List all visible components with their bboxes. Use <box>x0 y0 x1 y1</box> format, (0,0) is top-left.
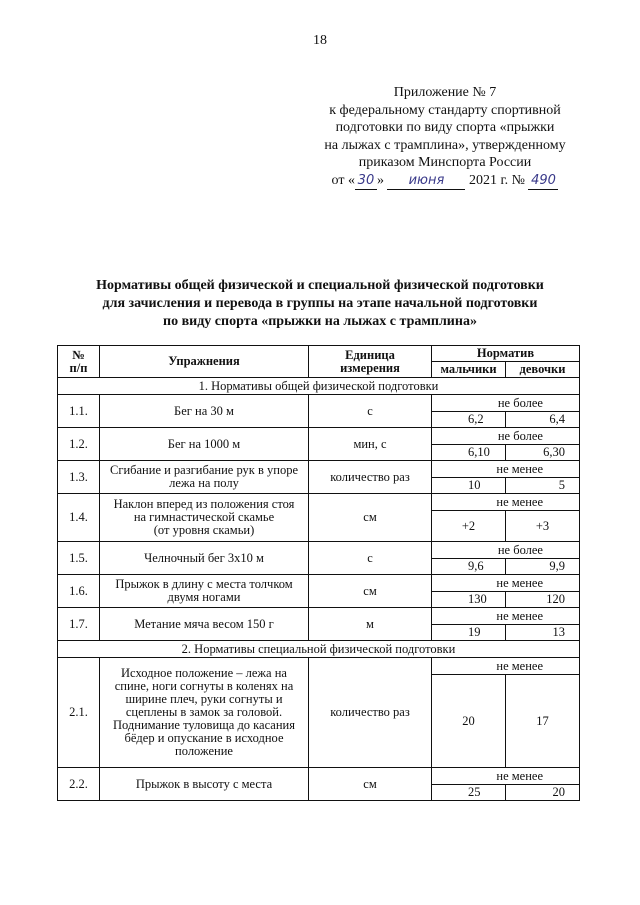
section-row <box>58 641 580 658</box>
row-condition: не более <box>432 542 580 559</box>
section-title: 2. Нормативы специальной физической подготовки <box>58 641 580 658</box>
row-unit: с <box>309 395 432 428</box>
row-value-girls: 120 <box>506 592 580 608</box>
row-exercise: Прыжок в высоту с места <box>100 768 309 801</box>
row-condition: не более <box>432 395 580 412</box>
row-exercise: Бег на 1000 м <box>100 428 309 461</box>
row-unit: м <box>309 608 432 641</box>
row-value-boys: +2 <box>432 511 506 542</box>
row-number: 1.6. <box>58 575 100 608</box>
row-exercise: Бег на 30 м <box>100 395 309 428</box>
row-exercise: Исходное положение – лежа на спине, ноги согнуты в коленях на ширине плеч, руки согнуты и сцеплены в замок за головой. Поднимание туловища до касания бёдер и опускание в исходное положение <box>100 658 309 768</box>
header-boys: мальчики <box>432 362 506 378</box>
table-row <box>58 461 580 478</box>
row-condition: не менее <box>432 608 580 625</box>
row-unit: количество раз <box>309 461 432 494</box>
row-condition: не менее <box>432 658 580 675</box>
row-condition: не менее <box>432 768 580 785</box>
row-value-girls: 6,4 <box>506 412 580 428</box>
date-mid: » <box>376 172 384 188</box>
appendix-block <box>300 84 590 190</box>
header-exercise: Упражнения <box>100 346 309 378</box>
date-prefix: от « <box>331 172 355 188</box>
appendix-line: приказом Минспорта России <box>358 155 532 170</box>
row-value-boys: 25 <box>432 785 506 801</box>
row-unit: мин, с <box>309 428 432 461</box>
row-value-boys: 6,10 <box>432 445 506 461</box>
heading-line: Нормативы общей физической и специальной физической подготовки <box>96 278 544 293</box>
header-unit: Единица измерения <box>309 346 432 378</box>
row-value-boys: 130 <box>432 592 506 608</box>
row-number: 1.5. <box>58 542 100 575</box>
row-unit: см <box>309 494 432 542</box>
row-value-girls: +3 <box>506 511 580 542</box>
row-unit: см <box>309 575 432 608</box>
row-value-boys: 9,6 <box>432 559 506 575</box>
row-value-boys: 6,2 <box>432 412 506 428</box>
row-number: 2.1. <box>58 658 100 768</box>
appendix-date-line <box>300 172 590 191</box>
header-girls: девочки <box>506 362 580 378</box>
document-heading <box>60 277 580 331</box>
row-number: 1.7. <box>58 608 100 641</box>
appendix-line: Приложение № 7 <box>393 85 497 100</box>
row-exercise: Прыжок в длину с места толчком двумя ногами <box>100 575 309 608</box>
handwritten-month: июня <box>387 172 465 191</box>
table-row <box>58 542 580 559</box>
row-exercise: Челночный бег 3х10 м <box>100 542 309 575</box>
row-condition: не менее <box>432 461 580 478</box>
handwritten-order-number: 490 <box>528 172 558 191</box>
table-row <box>58 658 580 675</box>
section-row <box>58 378 580 395</box>
row-value-girls: 17 <box>506 675 580 768</box>
table-row <box>58 494 580 511</box>
header-num: № п/п <box>58 346 100 378</box>
row-number: 1.2. <box>58 428 100 461</box>
table-row <box>58 428 580 445</box>
row-condition: не менее <box>432 494 580 511</box>
row-number: 1.4. <box>58 494 100 542</box>
header-norm: Норматив <box>432 346 580 362</box>
row-value-girls: 9,9 <box>506 559 580 575</box>
table-row <box>58 608 580 625</box>
row-condition: не менее <box>432 575 580 592</box>
row-condition: не более <box>432 428 580 445</box>
row-unit: см <box>309 768 432 801</box>
row-exercise: Сгибание и разгибание рук в упоре лежа на полу <box>100 461 309 494</box>
appendix-line: к федеральному стандарту спортивной <box>329 102 561 118</box>
norms-table <box>57 345 580 801</box>
table-row <box>58 395 580 412</box>
row-value-boys: 19 <box>432 625 506 641</box>
row-number: 1.3. <box>58 461 100 494</box>
handwritten-day: 30 <box>355 172 377 191</box>
row-number: 2.2. <box>58 768 100 801</box>
row-unit: количество раз <box>309 658 432 768</box>
row-value-boys: 20 <box>432 675 506 768</box>
row-exercise: Метание мяча весом 150 г <box>100 608 309 641</box>
page-number: 18 <box>313 33 327 48</box>
section-title: 1. Нормативы общей физической подготовки <box>58 378 580 395</box>
row-value-girls: 20 <box>506 785 580 801</box>
row-number: 1.1. <box>58 395 100 428</box>
heading-line: по виду спорта «прыжки на лыжах с трамплина» <box>163 314 477 329</box>
date-year: 2021 г. № <box>468 172 525 188</box>
table-body <box>58 378 580 801</box>
row-value-girls: 6,30 <box>506 445 580 461</box>
row-value-girls: 13 <box>506 625 580 641</box>
row-value-boys: 10 <box>432 478 506 494</box>
appendix-line: на лыжах с трамплина», утвержденному <box>324 137 566 153</box>
row-value-girls: 5 <box>506 478 580 494</box>
row-unit: с <box>309 542 432 575</box>
row-exercise: Наклон вперед из положения стоя на гимнастической скамье (от уровня скамьи) <box>100 494 309 542</box>
table-row <box>58 768 580 785</box>
heading-line: для зачисления и перевода в группы на этапе начальной подготовки <box>102 296 538 311</box>
table-row <box>58 575 580 592</box>
appendix-line: подготовки по виду спорта «прыжки <box>335 120 555 135</box>
